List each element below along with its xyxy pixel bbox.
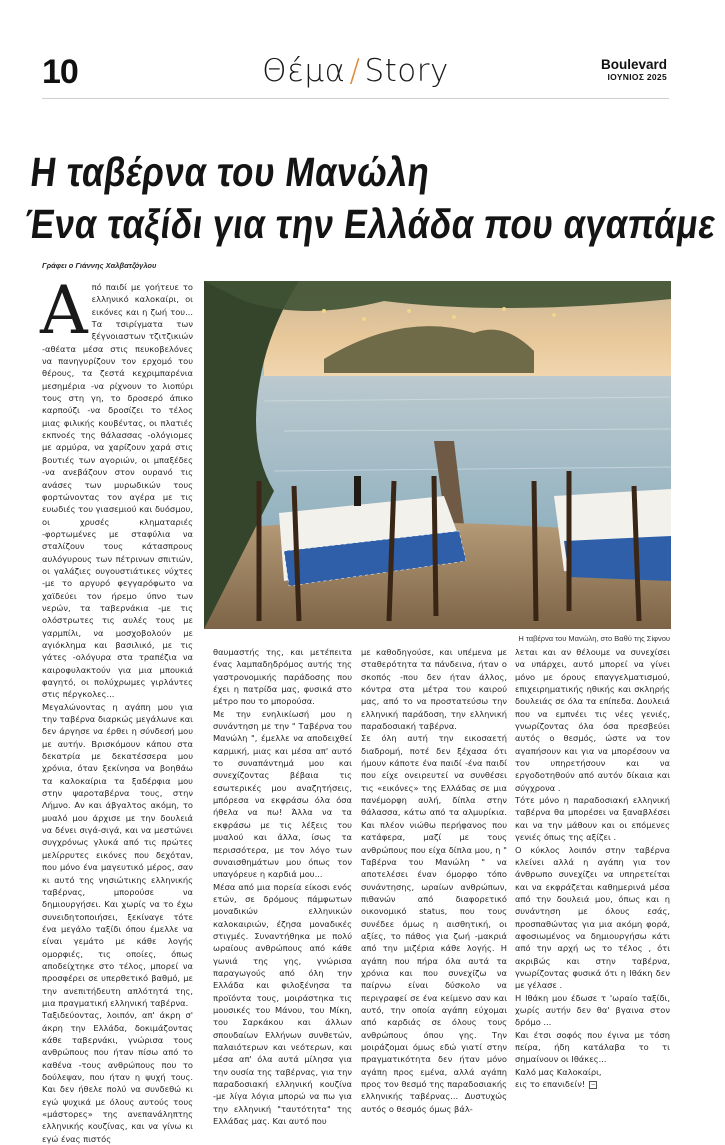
paragraph: με καθοδηγούσε, και υπέμενα με σταθερότητα τα πάνδεινα, ήταν ο σκοπός -που δεν ήταν άλλος, κόντρα στα μέτρα του καιρού μας, από το να προστατεύσω την ελληνική παράδοση, την ελληνική παραδοσιακή ταβέρνα. bbox=[361, 647, 507, 732]
section-separator: / bbox=[349, 53, 361, 89]
taverna-photo-illustration bbox=[204, 281, 671, 629]
header-divider bbox=[42, 98, 669, 99]
taverna-photo bbox=[204, 281, 671, 629]
masthead bbox=[601, 58, 667, 83]
closing-text: εις το επανιδείν! bbox=[515, 1079, 586, 1090]
paragraph: Μεγαλώνοντας η αγάπη μου για την ταβέρνα διαρκώς μεγάλωνε και δεν άργησε να έρθει η σύνδεσή μου με αυτήν. Βρισκόμουν κάπου στα δεκατρία με δεκατέσσερα μου χρόνια, όταν ξεκίνησα να βοηθάω τα καλοκαίρια τα ξαδέρφια μου στην ψαροταβέρνα τους, στην Λήμνο. Αν και άβγαλτος ακόμη, το μυαλό μου άρχισε με την δουλειά να δένει σιγά-σιγά, και να μεστώνει συγχρόνως γλυκά από τις πρώτες μελίρρυτες εικόνες που δεχόταν, που μόνο ένα μαγευτικό μέρος, σαν κι αυτό της νησιώτικης ελληνικής ταβέρνας, μπορούσε να δημιουργήσει. Και χωρίς να το έχω συνειδητοποιήσει, ξεκίναγε τότε ένα μεγάλο ταξίδι όπου έμελλε να είναι γεμάτο με κάθε λογής ομορφιές, τις οποίες, όπως αποδείχτηκε στο τέλος, μπορεί να προσφέρει σε υπερθετικό βαθμό, με την ανεπιτήδευτη απλότητά της, μια πραγματική ελληνική ταβέρνα. bbox=[42, 701, 193, 1008]
issue-date: ΙΟΥΝΙΟΣ 2025 bbox=[607, 72, 667, 82]
paragraph: Τότε μόνο η παραδοσιακή ελληνική ταβέρνα θα μπορέσει να ξαναβλέσει και να την μάθουν και οι επόμενες γενιές όπως της αξίζει . bbox=[515, 795, 670, 843]
headline-line-2: Ένα ταξίδι για την Ελλάδα που αγαπάμε bbox=[21, 201, 719, 247]
paragraph-closing bbox=[515, 1078, 670, 1090]
byline: Γράφει ο Γιάννης Χαλβατζόγλου bbox=[42, 261, 157, 270]
paragraph-intro-text: πό παιδί με γοήτευε το ελληνικό καλοκαίρι, οι εικόνες και η ζωή του... Τα τσιρίγματα των ξέγνοιαστων τζιτζικιών -αθέατα μέσα στις πευκοβελόνες να πανηγυρίζουν τον ερχομό του θέρους, τα ζεστά κεχριμπαρένια μεσημέρια -να ρίχνουν το λιοπύρι τους στη γη, το δροσερό άπικο καρπούζι -να δροσίζει το τέλος μιας φιλικής κουβέντας, οι πλατιές εκπνοές της θάλασσας -ολόγιομες με αρμύρα, να χαρίζουν χαρά στις βουτιές των αγοριών, οι μπαξέδες -να ανεβάζουν στον ουρανό τις ανάσες των μυρωδικών τους φορτώνοντας τον αγέρα με τις ευωδιές του γιασεμιού και δυόσμου, οι χρυσές κληματαριές -φορτωμένες με σταφύλια να σταλίζουν τους κάτασπρους αυλόγυρους των πέτρινων σπιτιών, οι γαλάζιες ουγουστιάτικες νύχτες -με το αργυρό φεγγαρόφωτο να χαϊδεύει τον ήρεμο ύπνο των νερών, τα ταβερνάκια -με τις ολόστρωτες τις αυλές τους με γαρμπίλι, να μοσχοβολούν με αγιόκλημα και βασιλικό, με τις γάτες -ολόγυρα στα τραπέζια να καιροφυλακτούν για μια μπουκιά φαγητό, οι πολύχρωμες γιρλάντες στις πέργκολες... bbox=[42, 282, 193, 700]
photo-caption: Η ταβέρνα του Μανώλη, στο Βαθύ της Σίφνου bbox=[518, 634, 670, 643]
paragraph: Μέσα από μια πορεία είκοσι ενός ετών, σε δρόμους πάμφωτων μοναδικών ελληνικών καλοκαιριών, έζησα μοναδικές στιγμές. Συναντήθηκα με πολύ ωραίους ανθρώπους από κάθε γωνιά της γης, γνώρισα παραγωγούς από όλη την Ελλάδα και φιλοξένησα τα προϊόντα τους, μοιράστηκα τις μουσικές του Μάνου, του Μίκη, του Σαρκάκου και άλλων σπουδαίων Ελλήνων συνθετών, παλαιότερων και νεότερων, και μέσα απ' όλα αυτά μίλησα για την ουσία της ταβέρνας, για την παραδοσιακή ελληνική κουζίνα -με λίγα λόγια μπορώ να πω για την ελληνική "ταυτότητα" της Ελλάδας μας. Και αυτό που bbox=[213, 881, 352, 1127]
paragraph: Ο κύκλος λοιπόν στην ταβέρνα κλείνει αλλά η αγάπη για τον άνθρωπο συνεχίζει να υπηρετείται και να εκφράζεται καθημερινά μέσα από την δουλειά μου, όπως και η συνάντηση με όλους εσάς, προσπαθώντας για μια ακόμη φορά, αφοσιωμένος να δημιουργήσω κάτι από την αρχή ως το τέλος , ότι ακριβώς και στην ταβέρνα, γνωρίζοντας φυσικά ότι η Ιθάκη δεν με γέλασε . bbox=[515, 844, 670, 991]
article-column-3 bbox=[361, 646, 507, 1114]
paragraph: Καλό μας Καλοκαίρι, bbox=[515, 1066, 602, 1077]
end-of-article-icon: − bbox=[590, 1080, 596, 1088]
brand-name: Boulevard bbox=[600, 57, 667, 72]
paragraph: Η Ιθάκη μου έδωσε τ 'ωραίο ταξίδι, χωρίς αυτήν δεν θα' βγαινα στον δρόμο ... bbox=[515, 992, 670, 1028]
article-column-1 bbox=[40, 272, 193, 1144]
paragraph: Με την ενηλικίωσή μου η συνάντηση με την " Ταβέρνα του Μανώλη ", έμελλε να αποδειχθεί καρμική, μιας και μέσα απ' αυτό το συναπάντημά μου και συνεχίζοντας βέβαια τις εσωτερικές μου αναζητήσεις, μπόρεσα να εκφράσω όλα όσα ήθελα να πω! Άλλα να τα εκφράσω με τις λέξεις του μυαλού και άλλα, ίσως τα περισσότερα, με τον λόγο των συναισθημάτων μου όπως τον υπαγόρευε η καρδιά μου... bbox=[213, 708, 352, 880]
paragraph: Και έτσι σοφός που έγινα με τόση πείρα, ήδη κατάλαβα το τι σημαίνουν οι Ιθάκες... bbox=[515, 1029, 670, 1065]
paragraph-intro bbox=[40, 272, 193, 701]
article-column-2 bbox=[213, 646, 352, 1127]
paragraph: Σε όλη αυτή την εικοσαετή διαδρομή, ποτέ δεν ξέχασα ότι ήμουν κάποτε ένα παιδί -ένα παιδί που είχε ονειρευτεί να συνθέσει τις «εικόνες» της Ελλάδας σε μια πανέμορφη αυλή, δίπλα στην θάλασσα, κάτω από τα αλμυρίκια. Και πλέον νιώθω περήφανος που κατάφερα, μαζί με τους ανθρώπους που είχα δίπλα μου, η " Ταβέρνα του Μανώλη " να αποτελέσει έναν όμορφο τόπο συνάντησης, ωραίων ανθρώπων, πιθανών από διαφορετικό οικονομικό status, που τους συνέδεε όμως η αισθητική, οι αξίες, το πάθος για ζωή -μακριά από την μιζέρια κάθε λογής. Η αγάπη που πήρα όλα αυτά τα χρόνια και που συνεχίζω να παίρνω είναι δύσκολο να περιγραφεί σε ένα κείμενο σαν και αυτό, την οποία αγάπη εύχομαι από καρδιάς σε όλους τους ανθρώπους όπου γης. Την μοιράζομαι όμως εδώ γιατί στην πραγματικότητα δεν ήταν μόνο αγάπη προς εμένα, αλλά αγάπη προς τον θεσμό της παραδοσιακής ελληνικής ταβέρνας... Δυστυχώς αυτός ο θεσμός όμως βάλ- bbox=[361, 733, 507, 1114]
page-number: 10 bbox=[42, 53, 78, 91]
article-headline bbox=[21, 146, 719, 250]
headline-line-1: Η ταβέρνα του Μανώλη bbox=[28, 149, 433, 195]
paragraph: θαυμαστής της, και μετέπειτα ένας λαμπαδηδρόμος αυτής της γαστρονομικής παράδοσης που έχει η πατρίδα μας, φυσικά στο μέτρο που το μπορούσα. bbox=[213, 647, 352, 707]
section-name-greek: Θέμα bbox=[262, 53, 346, 89]
paragraph: Ταξιδεύοντας, λοιπόν, απ' άκρη σ' άκρη την Ελλάδα, δοκιμάζοντας κάθε ταβερνάκι, γνώρισα τους ανθρώπους που ήταν πίσω από το καθένα -τους ανθρώπους που το δούλεψαν, που ήταν η ψυχή τους. Και δεν ήθελε πολύ να συνδεθώ κι εγώ ψυχικά με όλους αυτούς τους «μάστορες» της ανεπανάληπτης ελληνικής κουζίνας, και να γίνω κι εγώ ένας πιστός bbox=[42, 1010, 193, 1144]
section-name-english: Story bbox=[364, 53, 449, 89]
drop-cap: Α bbox=[40, 272, 88, 349]
article-column-4 bbox=[515, 646, 670, 1090]
paragraph: λεται και αν θέλουμε να συνεχίσει να υπάρχει, αυτό μπορεί να γίνει μόνο με όρους επαγγελματισμού, επιχειρηματικής ηθικής και σκληρής δουλειάς σε όλα τα επίπεδα. Δουλειά που να εμπνέει τις νέες γενιές, γνωρίζοντας όλα όσα πρεσβεύει αυτός ο θεσμός, ώστε να τον αγαπήσουν και για να μπορέσουν να τον υπηρετήσουν και να εργοδοτηθούν από αυτόν δίκαια και σύγχρονα . bbox=[515, 647, 670, 793]
